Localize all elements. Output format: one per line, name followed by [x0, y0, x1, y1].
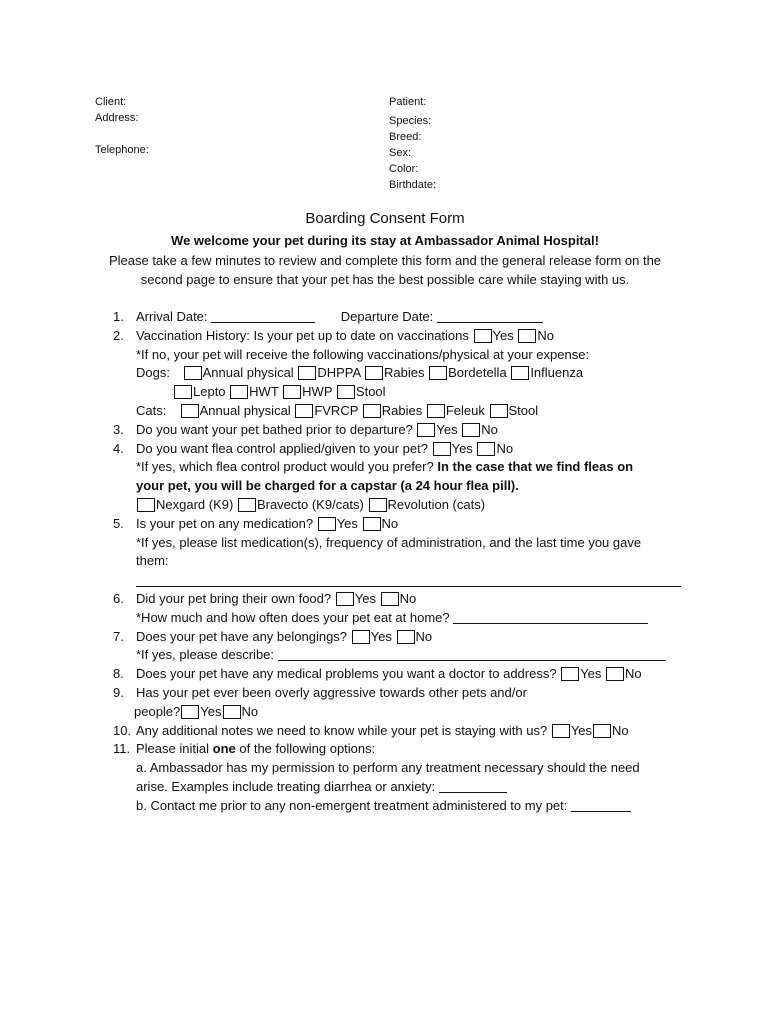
form-body [113, 308, 688, 816]
question-number: 1. [113, 309, 124, 324]
no-label: No [241, 703, 259, 719]
departure-date-field[interactable] [437, 309, 543, 323]
checkbox[interactable] [337, 385, 355, 399]
notes-no-checkbox[interactable] [593, 724, 611, 738]
option-label: Bravecto (K9/cats) [256, 496, 364, 512]
no-label: No [537, 327, 554, 343]
question-text: people? [134, 703, 181, 719]
no-label: No [496, 440, 514, 456]
yes-label: Yes [570, 722, 593, 738]
checkbox[interactable] [174, 385, 192, 399]
no-label: No [381, 515, 399, 531]
question-2-note: *If no, your pet will receive the following vaccinations/physical at your expense: [136, 346, 590, 362]
yes-label: Yes [492, 327, 514, 343]
breed-label: Breed: [389, 131, 422, 143]
yes-label: Yes [336, 515, 358, 531]
question-text: Did your pet bring their own food? [136, 590, 332, 606]
option-label: Revolution (cats) [387, 496, 486, 512]
cats-label: Cats: [136, 402, 167, 418]
question-text: Please initial [136, 741, 209, 757]
question-5 [113, 515, 688, 534]
option-text: b. Contact me prior to any non-emergent treatment administered to my pet: [136, 797, 568, 813]
medical-yes-checkbox[interactable] [561, 667, 579, 681]
option-label: Annual physical [199, 402, 291, 418]
question-9-cont [113, 703, 688, 722]
question-number: 11. [113, 741, 131, 757]
question-text: Does your pet have any belongings? [136, 628, 348, 644]
option-a: a. Ambassador has my permission to perform any treatment necessary should the need [136, 760, 640, 776]
vacc-yes-checkbox[interactable] [474, 329, 492, 343]
no-label: No [415, 628, 433, 644]
checkbox[interactable] [365, 366, 383, 380]
question-number: 5. [113, 515, 124, 531]
option-label: FVRCP [314, 402, 359, 418]
question-text: Do you want flea control applied/given to your pet? [136, 440, 428, 456]
client-info-block [95, 94, 149, 158]
option-label: HWT [249, 384, 279, 400]
notes-yes-checkbox[interactable] [552, 724, 570, 738]
yes-label: Yes [436, 421, 458, 437]
option-label: Annual physical [202, 365, 294, 381]
aggressive-yes-checkbox[interactable] [181, 705, 199, 719]
belongings-field[interactable] [278, 647, 666, 661]
option-text: arise. Examples include treating diarrhea or anxiety: [136, 778, 436, 794]
question-4-note [113, 458, 688, 477]
question-number: 4. [113, 440, 124, 456]
question-4-note-bold: your pet, you will be charged for a capstar (a 24 hour flea pill). [136, 478, 519, 494]
yes-label: Yes [354, 590, 376, 606]
option-label: Rabies [384, 365, 425, 381]
note-text: *If yes, which flea control product would you prefer? [136, 459, 434, 475]
no-label: No [399, 590, 417, 606]
option-label: Stool [355, 384, 386, 400]
question-number: 7. [113, 628, 124, 644]
question-text: Does your pet have any medical problems you want a doctor to address? [136, 666, 557, 682]
checkbox[interactable] [283, 385, 301, 399]
flea-products-row [113, 496, 688, 515]
checkbox[interactable] [511, 366, 529, 380]
no-label: No [612, 722, 629, 738]
aggressive-no-checkbox[interactable] [223, 705, 241, 719]
medication-field[interactable] [136, 585, 681, 587]
question-text: Any additional notes we need to know while your pet is staying with us? [136, 722, 548, 738]
question-text: of the following options: [239, 741, 376, 757]
option-label: Influenza [530, 365, 584, 381]
option-label: Feleuk [445, 402, 485, 418]
question-6 [113, 590, 688, 609]
checkbox[interactable] [295, 404, 313, 418]
option-label: Bordetella [448, 365, 507, 381]
question-bold: one [212, 741, 236, 757]
sex-label: Sex: [389, 147, 412, 159]
question-2 [113, 327, 688, 346]
client-label: Client: [95, 96, 127, 108]
option-a-cont [113, 778, 688, 797]
question-7 [113, 628, 688, 647]
question-9 [113, 684, 688, 703]
option-b [113, 797, 688, 816]
checkbox[interactable] [298, 366, 316, 380]
medication-yes-checkbox[interactable] [318, 517, 336, 531]
nexgard-checkbox[interactable] [137, 498, 155, 512]
option-label: Stool [508, 402, 539, 418]
arrival-date-field[interactable] [211, 309, 315, 323]
note-bold: In the case that we find fleas on [437, 459, 634, 475]
question-number: 8. [113, 666, 124, 682]
question-text: Do you want your pet bathed prior to departure? [136, 421, 413, 437]
question-number: 9. [113, 684, 124, 700]
birthdate-label: Birthdate: [389, 179, 437, 191]
question-5-note-cont: them: [136, 553, 169, 569]
question-5-note: *If yes, please list medication(s), frequency of administration, and the last time you gave [136, 534, 642, 550]
checkbox[interactable] [184, 366, 202, 380]
question-7-note [113, 646, 688, 665]
medical-no-checkbox[interactable] [606, 667, 624, 681]
note-text: *How much and how often does your pet eat at home? [136, 609, 450, 625]
option-label: Lepto [193, 384, 226, 400]
medication-no-checkbox[interactable] [363, 517, 381, 531]
option-label: Rabies [381, 402, 423, 418]
option-label: HWP [302, 384, 333, 400]
question-6-note [113, 609, 688, 628]
checkbox[interactable] [181, 404, 199, 418]
dogs-row-2 [113, 383, 688, 402]
question-3 [113, 421, 688, 440]
checkbox[interactable] [363, 404, 381, 418]
form-subtitle: We welcome your pet during its stay at Ambassador Animal Hospital! [171, 233, 599, 248]
yes-label: Yes [451, 440, 473, 456]
question-11 [113, 740, 688, 759]
option-label: Nexgard (K9) [156, 496, 234, 512]
yes-label: Yes [370, 628, 392, 644]
revolution-checkbox[interactable] [369, 498, 387, 512]
belongings-no-checkbox[interactable] [397, 630, 415, 644]
dogs-label: Dogs: [136, 365, 170, 381]
question-number: 2. [113, 327, 124, 343]
flea-yes-checkbox[interactable] [433, 442, 451, 456]
yes-label: Yes [200, 703, 222, 719]
initial-a-field[interactable] [439, 779, 507, 793]
question-text: Vaccination History: Is your pet up to date on vaccinations [136, 327, 469, 343]
vacc-no-checkbox[interactable] [518, 329, 536, 343]
checkbox[interactable] [230, 385, 248, 399]
cats-row [113, 402, 688, 421]
arrival-label: Arrival Date: [136, 309, 208, 324]
no-label: No [625, 666, 642, 682]
checkbox[interactable] [490, 404, 508, 418]
question-number: 3. [113, 421, 124, 437]
food-yes-checkbox[interactable] [336, 592, 354, 606]
patient-label: Patient: [389, 96, 427, 108]
species-label: Species: [389, 115, 432, 127]
medication-line-row [113, 571, 688, 590]
bath-yes-checkbox[interactable] [417, 423, 435, 437]
question-8 [113, 665, 688, 684]
feeding-field[interactable] [453, 610, 648, 624]
question-4 [113, 440, 688, 459]
yes-label: Yes [580, 666, 602, 682]
address-label: Address: [95, 112, 139, 124]
note-text: *If yes, please describe: [136, 647, 275, 663]
no-label: No [481, 421, 498, 437]
initial-b-field[interactable] [571, 798, 631, 812]
flea-no-checkbox[interactable] [477, 442, 495, 456]
food-no-checkbox[interactable] [381, 592, 399, 606]
question-text: Is your pet on any medication? [136, 515, 314, 531]
checkbox[interactable] [427, 404, 445, 418]
form-intro: Please take a few minutes to review and complete this form and the general release form on the second page to ensure that your pet has the best possible care while staying with us. [108, 253, 662, 287]
question-10 [113, 722, 688, 741]
belongings-yes-checkbox[interactable] [352, 630, 370, 644]
spacer [95, 126, 149, 142]
bravecto-checkbox[interactable] [238, 498, 256, 512]
bath-no-checkbox[interactable] [462, 423, 480, 437]
telephone-label: Telephone: [95, 144, 149, 156]
dogs-row-1 [113, 364, 688, 383]
question-number: 10. [113, 722, 132, 738]
departure-label: Departure Date: [340, 309, 434, 324]
question-number: 6. [113, 590, 124, 606]
checkbox[interactable] [429, 366, 447, 380]
form-title: Boarding Consent Form [305, 210, 465, 227]
question-text: Has your pet ever been overly aggressive towards other pets and/or [136, 684, 527, 700]
option-label: DHPPA [317, 365, 361, 381]
question-1 [113, 308, 688, 327]
color-label: Color: [389, 163, 419, 175]
patient-info-block [389, 94, 436, 193]
